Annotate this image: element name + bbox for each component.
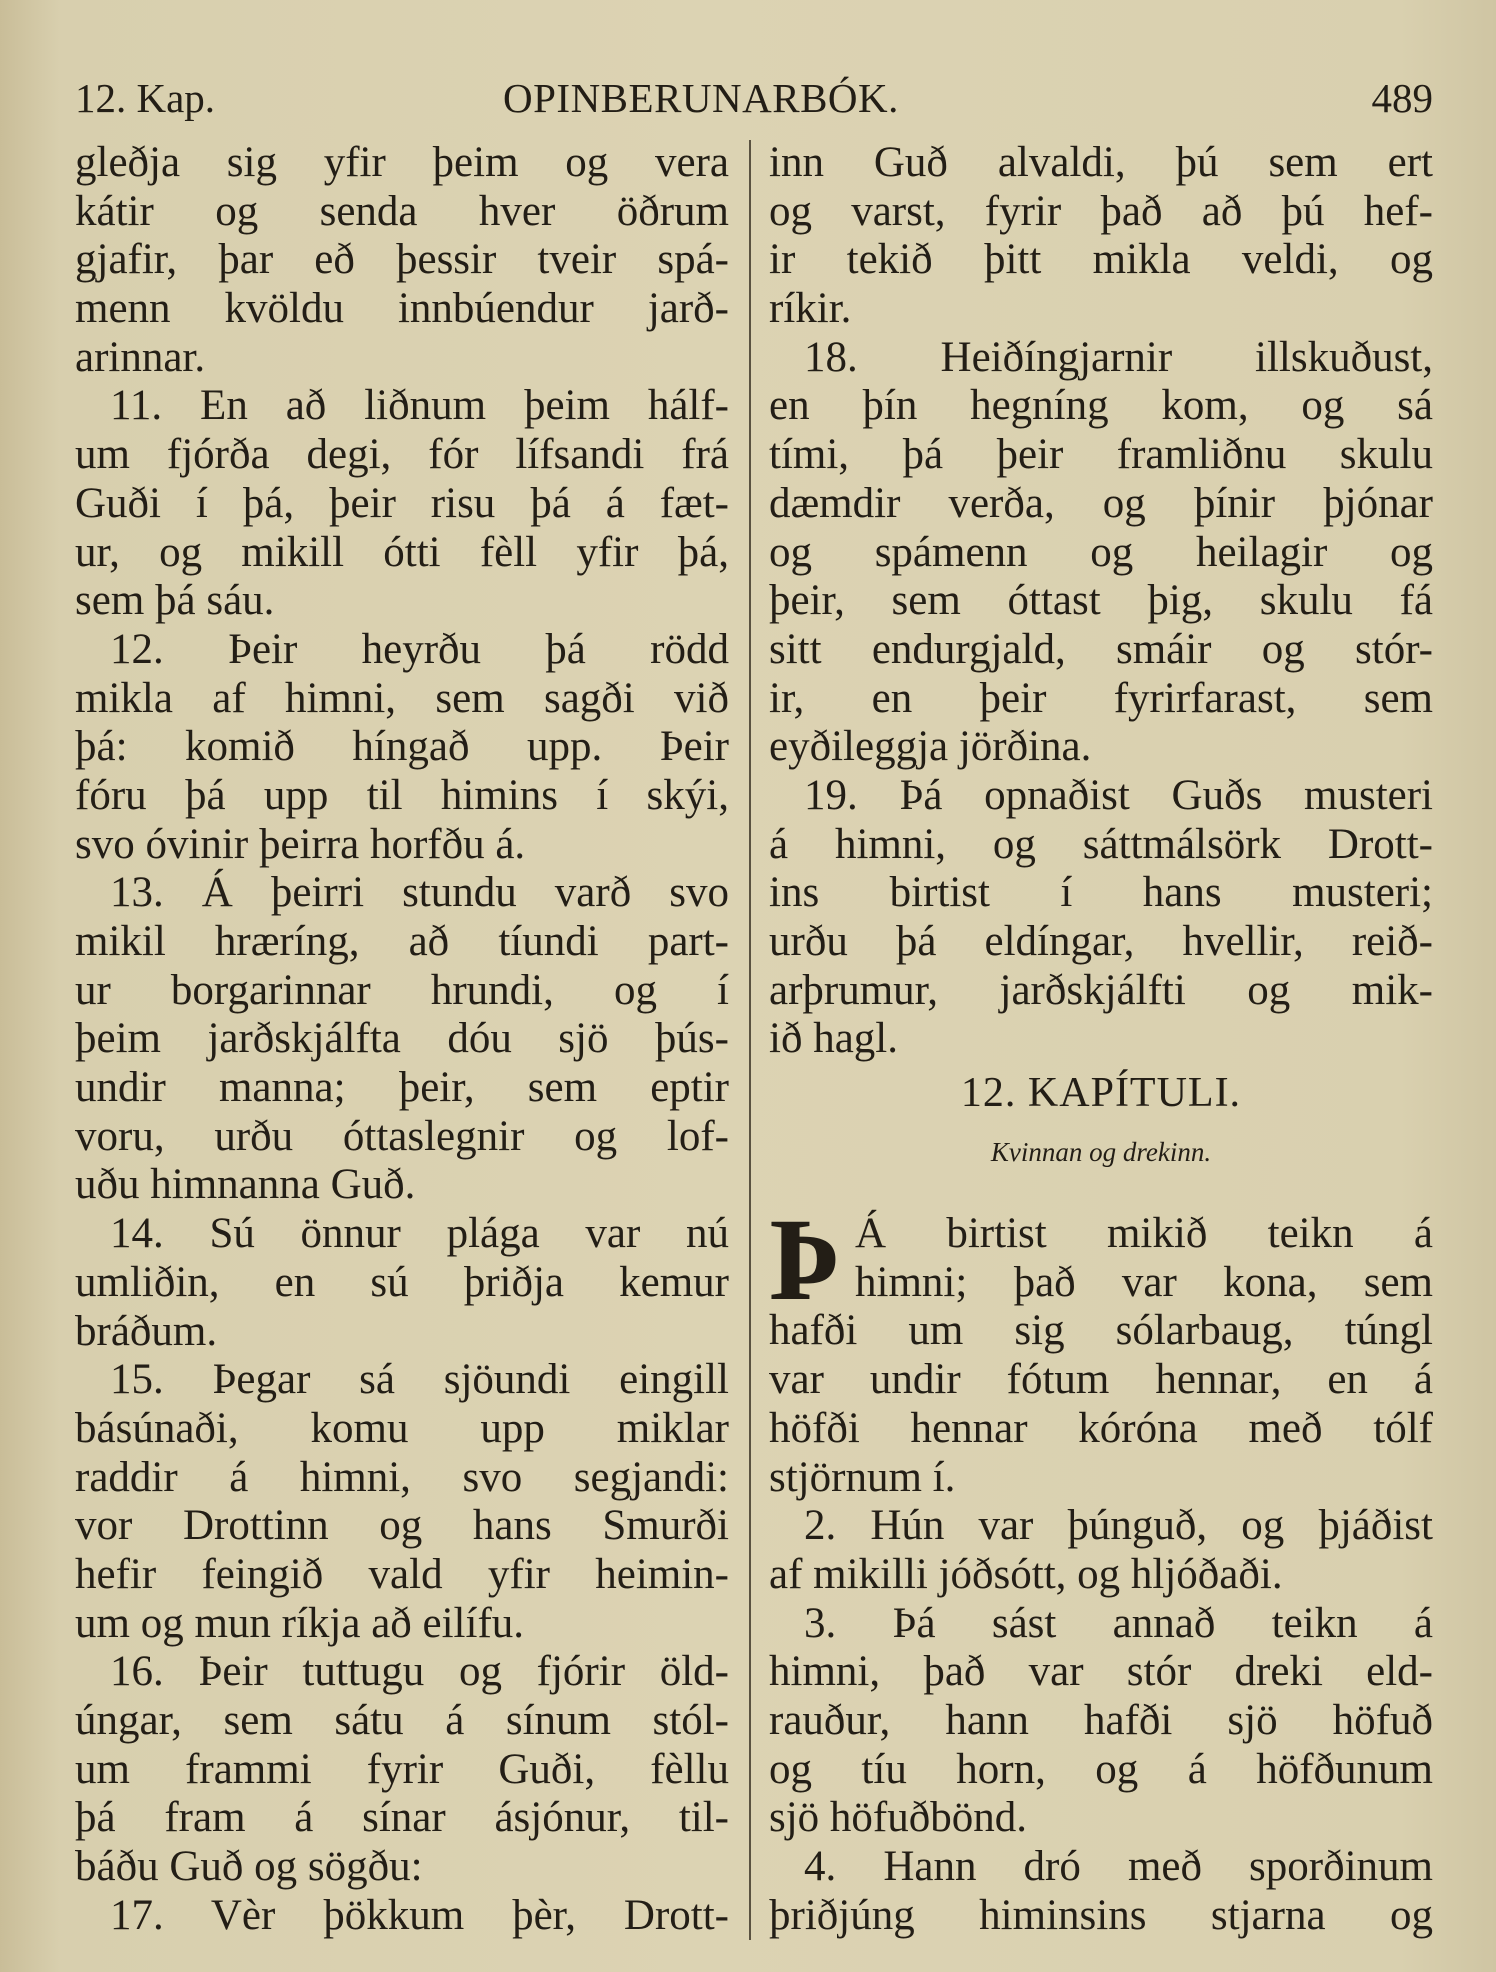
text-line: var undir fótum hennar, en á [769,1356,1433,1404]
text-line: bráðum. [75,1307,218,1355]
text-line: þeim jarðskjálfta dóu sjö þús- [75,1015,729,1063]
text-line: þeir, sem óttast þig, skulu fá [769,577,1433,625]
text-line: himni; það var kona, sem [855,1258,1433,1306]
text-line: en þín hegníng kom, og sá [769,382,1433,430]
text-line: úngar, sem sátu á sínum stól- [75,1697,729,1744]
drop-cap-letter: Þ [769,1194,842,1326]
text-line: himni, það var stór dreki eld- [769,1648,1433,1696]
running-head-chapter: 12. Kap. [75,75,216,121]
text-line: 13. Á þeirri stundu varð svo [110,869,729,917]
text-line: umliðin, en sú þriðja kemur [75,1258,729,1306]
text-line: á himni, og sáttmálsörk Drott- [769,820,1433,868]
verse-paragraph [769,334,1433,772]
text-line: eyðileggja jörðina. [769,723,1092,771]
text-line: 3. Þá sást annað teikn á [804,1599,1433,1647]
text-line: tími, þá þeir framliðnu skulu [769,431,1433,479]
text-line: sitt endurgjald, smáir og stór- [769,625,1433,673]
text-line: 12. Þeir heyrðu þá rödd [110,625,729,673]
text-line: dæmdir verða, og þínir þjónar [769,479,1433,527]
verse-paragraph [75,1356,729,1648]
text-line: arþrumur, jarðskjálfti og mik- [769,966,1433,1014]
column-divider-rule [749,140,751,1940]
text-line: stjörnum í. [769,1453,956,1501]
text-line: raddir á himni, svo segjandi: [75,1453,729,1501]
text-line: vor Drottinn og hans Smurði [75,1502,729,1550]
text-line: mikla af himni, sem sagði við [75,674,729,722]
text-line: menn kvöldu innbúendur jarð- [75,285,729,333]
text-line: og spámenn og heilagir og [769,528,1433,576]
text-line: hefir feingið vald yfir heimin- [75,1550,729,1598]
text-line: fóru þá upp til himins í skýi, [75,771,729,819]
text-line: ins birtist í hans musteri; [769,869,1433,917]
text-line: og tíu horn, og á höfðunum [769,1745,1433,1793]
text-line: undir manna; þeir, sem eptir [75,1064,729,1112]
text-line: gleðja sig yfir þeim og vera [75,139,729,186]
text-line: ur borgarinnar hrundi, og í [75,966,729,1014]
text-line: sjö höfuðbönd. [769,1794,1027,1842]
verse-paragraph [769,1600,1433,1843]
text-line: urðu þá eldíngar, hvellir, reið- [769,918,1433,965]
text-line: ríkir. [769,285,852,333]
verse-paragraph [769,1502,1433,1599]
verse-paragraph [769,139,1433,334]
drop-cap-paragraph [769,1194,1433,1502]
text-line: ir tekið þitt mikla veldi, og [769,236,1433,284]
text-line: sem þá sáu. [75,577,275,625]
text-line: arinnar. [75,333,206,381]
text-line: þá: komið híngað upp. Þeir [75,723,729,771]
right-text-column [769,139,1433,1940]
running-head-book-title: OPINBERUNARBÓK. [503,75,899,121]
text-line: 15. Þegar sá sjöundi eingill [110,1356,729,1404]
text-line: um fjórða degi, fór lífsandi frá [75,431,729,479]
text-line: 17. Vèr þökkum þèr, Drott- [110,1891,729,1939]
text-line: 18. Heiðíngjarnir illskuðust, [804,333,1433,381]
chapter-subtitle: Kvinnan og drekinn. [990,1137,1212,1168]
text-line: svo óvinir þeirra horfðu á. [75,820,526,868]
verse-paragraph [75,626,729,869]
text-line: 2. Hún var þúnguð, og þjáðist [804,1502,1433,1550]
text-line: um frammi fyrir Guði, fèllu [75,1745,729,1793]
text-line: Á birtist mikið teikn á [855,1210,1433,1258]
text-line: 19. Þá opnaðist Guðs musteri [804,771,1433,819]
text-line: höfði hennar kóróna með tólf [769,1404,1433,1452]
text-line: inn Guð alvaldi, þú sem ert [769,139,1433,186]
verse-paragraph [75,1892,729,1941]
text-line: ið hagl. [769,1015,898,1063]
text-line: hafði um sig sólarbaug, túngl [769,1307,1433,1355]
chapter-title: 12. KAPÍTULI. [960,1070,1242,1117]
page-number: 489 [1371,75,1433,121]
text-line: ur, og mikill ótti fèll yfir þá, [75,528,729,576]
text-line: voru, urðu óttaslegnir og lof- [75,1112,729,1160]
text-line: 4. Hann dró með sporðinum [804,1843,1433,1890]
text-line: þriðjúng himinsins stjarna og [769,1891,1433,1939]
verse-paragraph [769,1843,1433,1940]
chapter-heading-block [769,1064,1433,1210]
text-line: 14. Sú önnur plága var nú [110,1210,729,1258]
verse-paragraph [75,382,729,625]
chapter-text [769,1194,1433,1940]
text-line: þá fram á sínar ásjónur, til- [75,1794,729,1842]
text-line: 11. En að liðnum þeim hálf- [110,382,729,430]
verse-paragraph [75,869,729,1210]
text-line: rauður, hann hafði sjö höfuð [769,1696,1433,1744]
verse-paragraph [769,772,1433,1064]
verse-paragraph [75,1210,729,1356]
text-line: um og mun ríkja að eilífu. [75,1599,525,1647]
left-text-column [75,139,729,1940]
text-line: og varst, fyrir það að þú hef- [769,187,1433,235]
verse-paragraph [75,139,729,382]
text-line: uðu himnanna Guð. [75,1161,416,1209]
text-line: ir, en þeir fyrirfarast, sem [769,674,1433,722]
text-line: af mikilli jóðsótt, og hljóðaði. [769,1550,1283,1598]
verses-block [769,139,1433,1064]
text-line: básúnaði, komu upp miklar [75,1404,729,1452]
text-line: mikil hræríng, að tíundi part- [75,918,729,965]
text-line: gjafir, þar eð þessir tveir spá- [75,236,729,284]
verse-paragraph [75,1648,729,1891]
text-line: 16. Þeir tuttugu og fjórir öld- [110,1648,729,1696]
text-line: báðu Guð og sögðu: [75,1843,423,1891]
text-line: Guði í þá, þeir risu þá á fæt- [75,479,729,527]
text-line: kátir og senda hver öðrum [75,187,729,235]
